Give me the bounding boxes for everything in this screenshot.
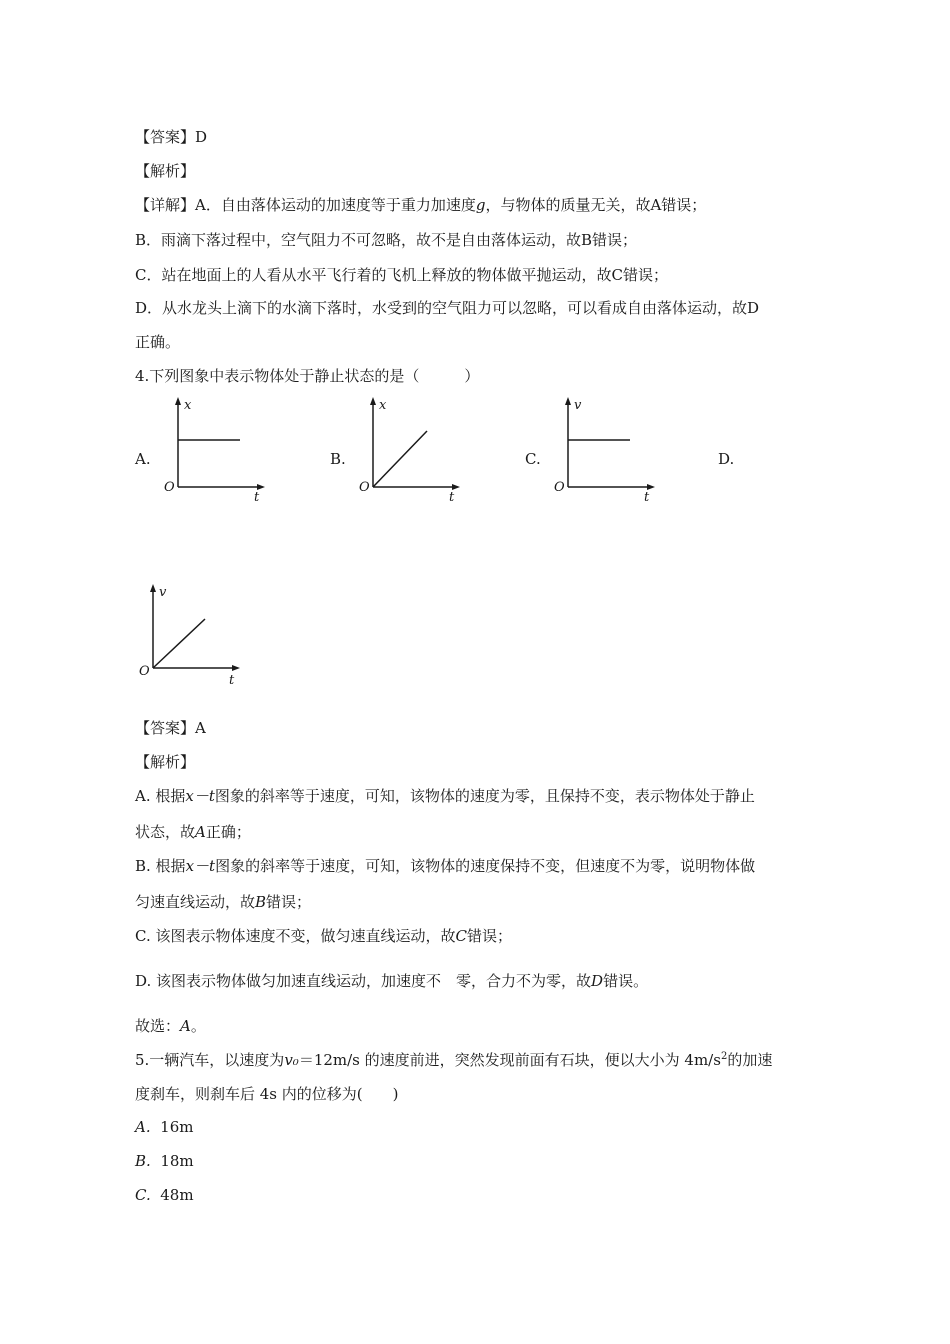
q3-detail-b: B．雨滴下落过程中，空气阻力不可忽略，故不是自由落体运动，故B错误； — [135, 231, 638, 249]
q3-detail-a — [135, 194, 706, 215]
q5-option-c — [135, 1186, 194, 1204]
q4-analysis-b-line1: B. 根据x－t图象的斜率等于速度，可知，该物体的速度保持不变，但速度不为零，说明物体做 — [135, 857, 756, 875]
graph-line — [153, 619, 205, 668]
q4-analysis-heading: 【解析】 — [135, 753, 196, 771]
graph-line — [373, 431, 427, 487]
q4-analysis-c: C. 该图表示物体速度不变，做匀速直线运动，故C错误； — [135, 927, 512, 945]
q5-stem-line1: 5.一辆汽车，以速度为v₀＝12m/s 的速度前进，突然发现前面有石块，便以大小为 $4m/s^2$的加速 — [135, 1051, 773, 1069]
v0-symbol: v₀ — [284, 1051, 299, 1069]
q3-analysis-heading: 【解析】 — [135, 162, 196, 180]
q4-option-b-graph — [355, 395, 475, 505]
option-label: C. — [135, 1186, 151, 1204]
y-axis-label: v — [574, 398, 582, 413]
q5-option-a — [135, 1118, 193, 1136]
x-axis-arrow — [232, 665, 240, 671]
q4-option-d-graph — [135, 582, 255, 692]
q3-detail-a-part2: ，与物体的质量无关，故A错误； — [485, 196, 707, 214]
q3-detail-a-g: g — [475, 196, 486, 214]
q4-option-a-graph — [160, 395, 280, 505]
q3-detail-d-line1: D．从水龙头上滴下的水滴下落时，水受到的空气阻力可以忽略，可以看成自由落体运动，故D — [135, 299, 760, 317]
q3-answer: 【答案】D — [135, 128, 208, 146]
y-axis-arrow — [175, 397, 181, 405]
option-label: B. — [135, 1152, 151, 1170]
q5-stem-line2: 度刹车，则刹车后 4s 内的位移为( ) — [135, 1085, 399, 1103]
q4-analysis-b-line2: 匀速直线运动，故B错误； — [135, 893, 312, 911]
x-axis-label: t — [229, 673, 235, 688]
y-axis-label: v — [159, 585, 167, 600]
q4-option-d-label: D. — [718, 450, 735, 468]
q4-option-c-label: C. — [525, 450, 541, 468]
q4-analysis-a-line2: 状态，故A正确； — [135, 823, 251, 841]
x-axis-label: t — [644, 490, 650, 505]
origin-label: O — [359, 480, 370, 495]
q4-analysis-d: D. 该图表示物体做匀加速直线运动，加速度不 零，合力不为零，故D错误。 — [135, 972, 649, 990]
q4-choice: 故选：A。 — [135, 1017, 206, 1035]
x-t-symbol: x－t — [185, 857, 216, 875]
q4-option-a-label: A. — [135, 450, 151, 468]
q4-analysis-a-line1: A. 根据x－t图象的斜率等于速度，可知，该物体的速度为零，且保持不变，表示物体处于静止 — [135, 787, 755, 805]
q5-option-b — [135, 1152, 194, 1170]
option-text: 48m — [160, 1186, 194, 1204]
y-axis-arrow — [150, 584, 156, 592]
q4-option-c-graph — [550, 395, 670, 505]
y-axis-label: x — [379, 398, 387, 413]
q4-stem: 4.下列图象中表示物体处于静止状态的是（ ） — [135, 367, 480, 385]
y-axis-arrow — [370, 397, 376, 405]
origin-label: O — [139, 664, 150, 679]
origin-label: O — [554, 480, 565, 495]
q4-answer: 【答案】A — [135, 719, 206, 737]
option-text: 16m — [160, 1118, 194, 1136]
q3-detail-c: C．站在地面上的人看从水平飞行着的飞机上释放的物体做平抛运动，故C错误； — [135, 266, 668, 284]
y-axis-label: x — [184, 398, 192, 413]
x-axis-label: t — [254, 490, 260, 505]
q3-detail-a-part1: 【详解】A．自由落体运动的加速度等于重力加速度 — [135, 196, 476, 214]
q3-detail-d-line2: 正确。 — [135, 333, 181, 351]
y-axis-arrow — [565, 397, 571, 405]
origin-label: O — [164, 480, 175, 495]
x-axis-label: t — [449, 490, 455, 505]
q4-option-b-label: B. — [330, 450, 346, 468]
x-t-symbol: x－t — [185, 787, 215, 805]
option-label: A. — [135, 1118, 151, 1136]
option-text: 18m — [160, 1152, 194, 1170]
